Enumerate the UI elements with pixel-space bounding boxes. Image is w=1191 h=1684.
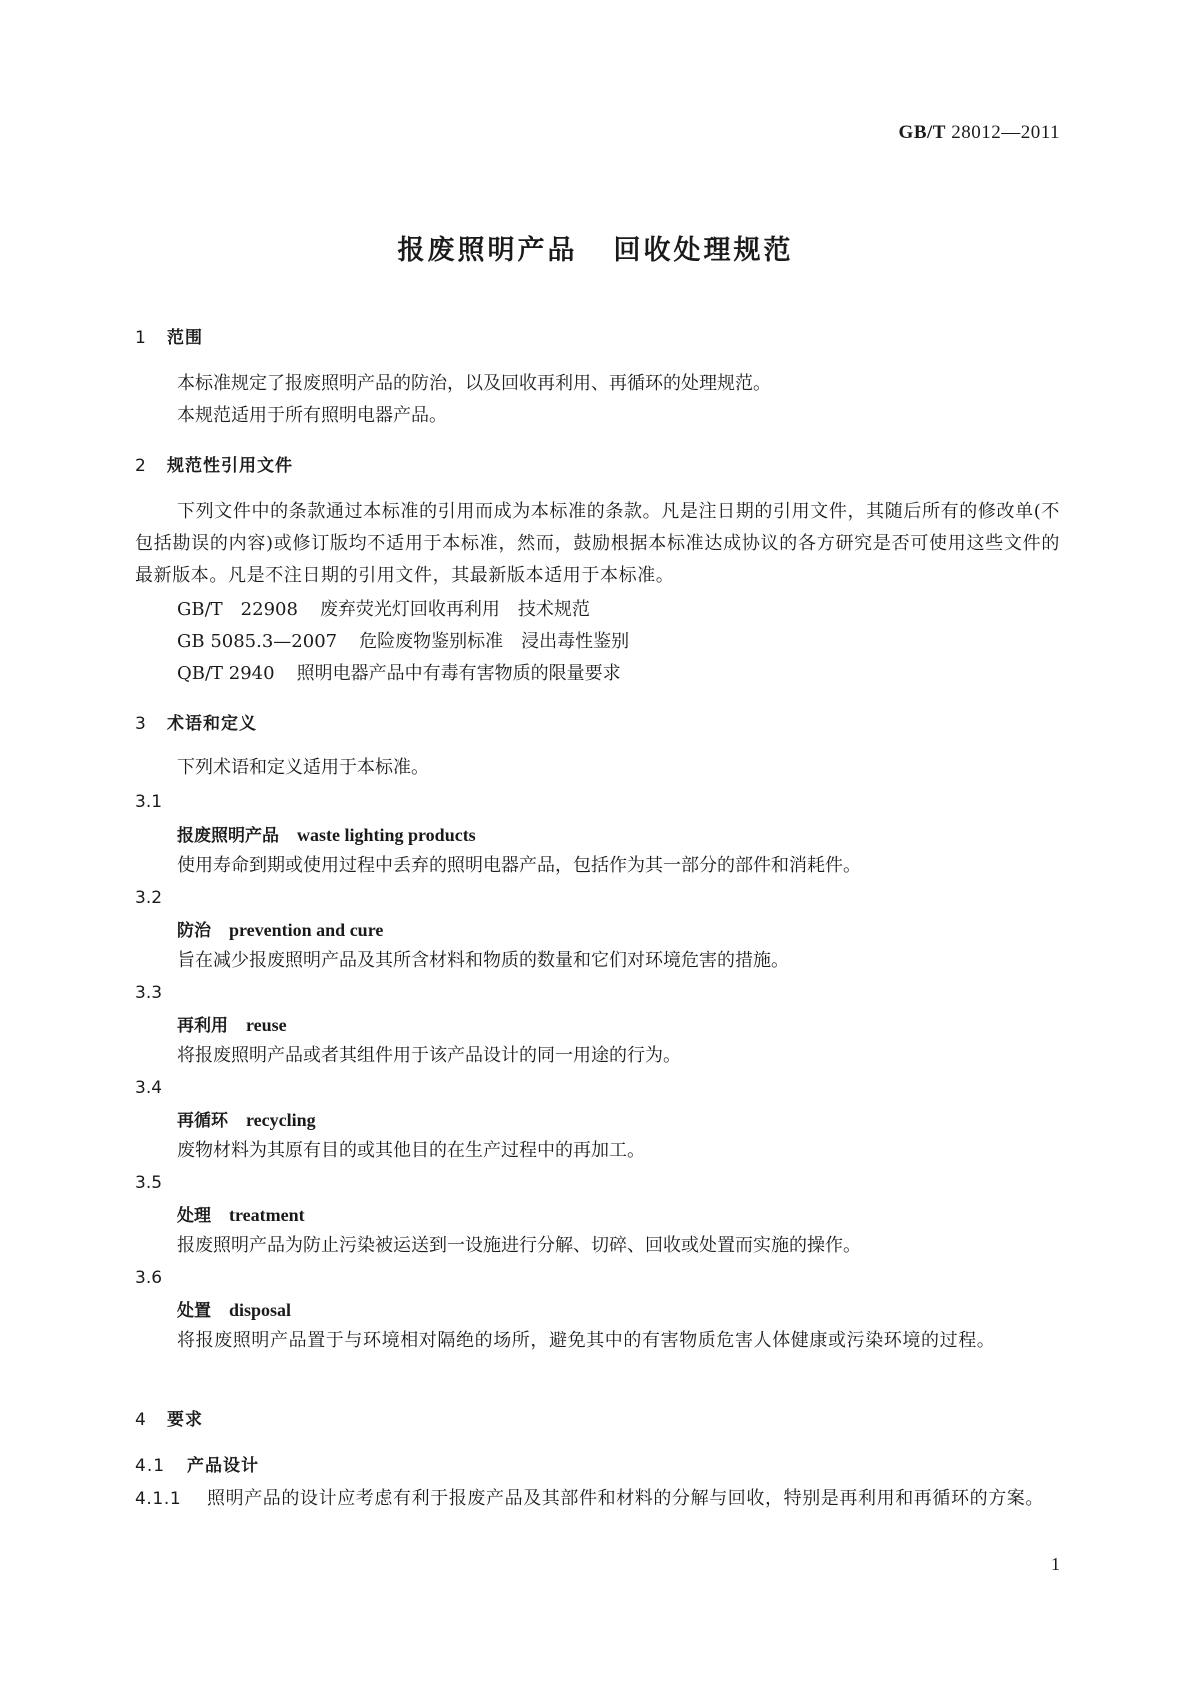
reference-item — [177, 658, 1060, 690]
term-zh: 防治 — [177, 921, 211, 941]
clause-4-1-1 — [135, 1483, 1060, 1515]
term-definition: 使用寿命到期或使用过程中丢弃的照明电器产品，包括作为其一部分的部件和消耗件。 — [177, 855, 861, 876]
term-en: prevention and cure — [229, 920, 384, 940]
subsection-number: 4.1 — [135, 1456, 166, 1476]
document-title — [0, 228, 1191, 267]
term-definition: 旨在减少报废照明产品及其所含材料和物质的数量和它们对环境危害的措施。 — [177, 950, 789, 971]
reference-code: GB/T 22908 — [177, 599, 298, 620]
std-number: 28012—2011 — [951, 122, 1060, 143]
term-heading — [177, 1294, 1102, 1327]
section-1-para-1: 本标准规定了报废照明产品的防治，以及回收再利用、再循环的处理规范。 — [177, 373, 771, 394]
std-prefix: GB/T — [898, 122, 946, 143]
title-part1: 报废照明产品 — [397, 235, 578, 266]
standard-code — [899, 122, 1060, 144]
reference-item — [177, 594, 1060, 626]
reference-name: 危险废物鉴别标准 浸出毒性鉴别 — [359, 631, 630, 652]
term-zh: 处理 — [177, 1206, 211, 1226]
subsection-title: 产品设计 — [187, 1456, 259, 1476]
reference-name: 照明电器产品中有毒有害物质的限量要求 — [296, 663, 621, 684]
clause-text: 照明产品的设计应考虑有利于报废产品及其部件和材料的分解与回收，特别是再利用和再循环的方案。 — [207, 1488, 1044, 1509]
section-number: 3 — [135, 714, 147, 734]
clause-number: 4.1.1 — [135, 1489, 182, 1509]
section-number: 2 — [135, 456, 147, 476]
term-number: 3.4 — [135, 1078, 163, 1098]
term-heading — [177, 1104, 1102, 1137]
term-zh: 再利用 — [177, 1016, 228, 1036]
title-part2: 回收处理规范 — [613, 235, 794, 266]
term-en: waste lighting products — [297, 825, 476, 845]
term-heading — [177, 1009, 1102, 1042]
section-1-heading — [135, 322, 1060, 354]
term-en: treatment — [229, 1205, 305, 1225]
term-definition: 废物材料为其原有目的或其他目的在生产过程中的再加工。 — [177, 1140, 645, 1161]
term-zh: 报废照明产品 — [177, 826, 279, 846]
section-4-heading — [135, 1404, 1060, 1436]
reference-code: GB 5085.3—2007 — [177, 631, 338, 652]
term-definition: 将报废照明产品置于与环境相对隔绝的场所，避免其中的有害物质危害人体健康或污染环境的过程。 — [177, 1330, 996, 1351]
term-heading — [177, 819, 1102, 852]
section-2-intro: 下列文件中的条款通过本标准的引用而成为本标准的条款。凡是注日期的引用文件，其随后所有的修改单(不包括勘误的内容)或修订版均不适用于本标准，然而，鼓励根据本标准达成协议的各方研究是否可使用这些文件的最新版本。凡是不注日期的引用文件，其最新版本适用于本标准。 — [135, 501, 1060, 586]
section-1-para-2: 本规范适用于所有照明电器产品。 — [177, 405, 447, 426]
term-number: 3.1 — [135, 792, 163, 812]
term-heading — [177, 914, 1102, 947]
term-zh: 处置 — [177, 1301, 211, 1321]
section-number: 1 — [135, 328, 147, 348]
subsection-4-1-heading — [135, 1450, 1060, 1482]
section-number: 4 — [135, 1410, 147, 1430]
term-definition: 将报废照明产品或者其组件用于该产品设计的同一用途的行为。 — [177, 1045, 681, 1066]
term-en: disposal — [229, 1300, 292, 1320]
term-zh: 再循环 — [177, 1111, 228, 1131]
reference-item — [177, 626, 1060, 658]
term-number: 3.2 — [135, 888, 163, 908]
page-number: 1 — [1051, 1554, 1060, 1574]
term-en: reuse — [246, 1015, 287, 1035]
term-number: 3.5 — [135, 1173, 163, 1193]
section-title: 要求 — [167, 1410, 203, 1430]
term-definition: 报废照明产品为防止污染被运送到一设施进行分解、切碎、回收或处置而实施的操作。 — [177, 1235, 861, 1256]
term-number: 3.3 — [135, 983, 163, 1003]
term-number: 3.6 — [135, 1268, 163, 1288]
reference-code: QB/T 2940 — [177, 663, 275, 684]
section-title: 术语和定义 — [167, 714, 257, 734]
term-heading — [177, 1199, 1102, 1232]
section-3-heading — [135, 708, 1060, 740]
term-en: recycling — [246, 1110, 316, 1130]
section-title: 规范性引用文件 — [167, 456, 293, 476]
reference-name: 废弃荧光灯回收再利用 技术规范 — [319, 599, 590, 620]
section-2-heading — [135, 450, 1060, 482]
section-3-intro: 下列术语和定义适用于本标准。 — [177, 757, 429, 778]
section-title: 范围 — [167, 328, 203, 348]
